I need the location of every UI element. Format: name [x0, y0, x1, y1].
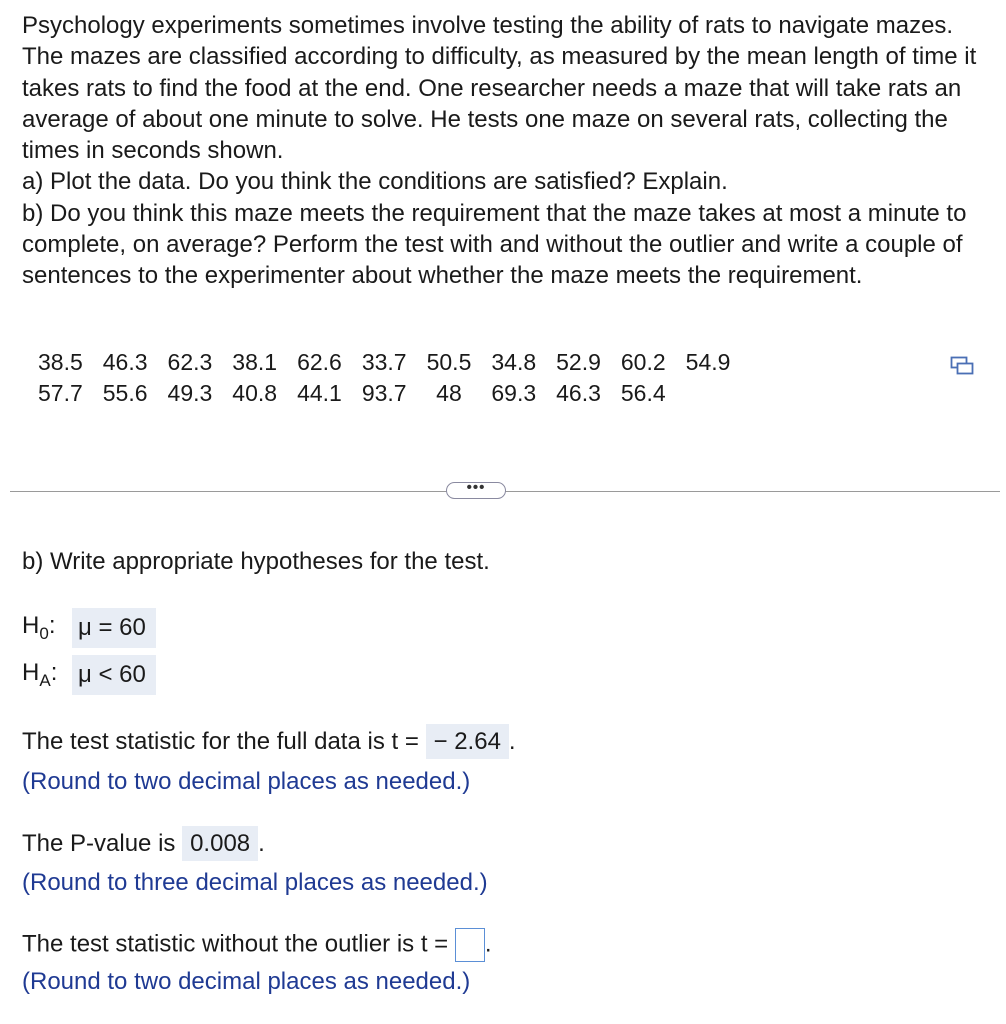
p-value-text: The P-value is [22, 830, 183, 857]
data-cell: 46.3 [102, 349, 148, 375]
data-row [28, 347, 740, 378]
p-value-row [22, 830, 265, 858]
hypotheses-prompt: b) Write appropriate hypotheses for the test. [22, 548, 490, 575]
test-statistic-no-outlier-input[interactable] [455, 928, 485, 962]
period: . [258, 830, 265, 857]
problem-statement [22, 10, 992, 292]
data-cell: 33.7 [361, 349, 407, 375]
data-cell: 56.4 [620, 380, 666, 406]
test-statistic-full-row [22, 728, 516, 756]
alternative-hypothesis-label: $H_A$: [22, 659, 58, 690]
data-cell: 93.7 [361, 380, 407, 406]
test-statistic-full-text: The test statistic for the full data is t = [22, 728, 426, 755]
period: . [484, 930, 492, 958]
show-more-button[interactable] [446, 478, 506, 499]
data-cell: 48 [436, 380, 462, 406]
period: . [508, 728, 516, 755]
data-table [28, 347, 740, 409]
alternative-hypothesis-answer[interactable]: μ < 60 [72, 655, 156, 695]
data-cell: 55.6 [102, 380, 148, 406]
data-row [28, 378, 740, 409]
data-cell: 52.9 [556, 349, 601, 375]
p-value-answer[interactable]: 0.008 [182, 826, 258, 861]
rounding-hint: (Round to two decimal places as needed.) [22, 968, 471, 995]
problem-paragraph: Psychology experiments sometimes involve testing the ability of rats to navigate mazes. The mazes are classified according to difficulty, as measured by the mean length of time it takes rats to find the food at the end. One researcher needs a maze that will take rats an average of about one minute to solve. He tests one maze on several rats, collecting the times in seconds shown. [22, 12, 977, 165]
null-hypothesis-label: $H_0$: [22, 612, 56, 643]
data-cell: 69.3 [491, 380, 537, 406]
data-cell [676, 378, 741, 409]
data-cell: 38.5 [38, 349, 83, 375]
data-cell: 49.3 [167, 380, 213, 406]
test-statistic-no-outlier-text: The test statistic without the outlier is t = [22, 930, 455, 958]
alternative-hypothesis-row [22, 655, 156, 695]
data-cell: 50.5 [426, 349, 472, 375]
data-cell: 60.2 [620, 349, 666, 375]
data-cell: 62.3 [167, 349, 213, 375]
data-cell: 40.8 [232, 380, 278, 406]
test-statistic-full-answer[interactable]: − 2.64 [426, 724, 509, 759]
data-cell: 57.7 [38, 380, 83, 406]
data-cell: 44.1 [297, 380, 342, 406]
copy-icon[interactable] [950, 356, 974, 376]
test-statistic-no-outlier-row [22, 928, 492, 962]
data-cell: 62.6 [297, 349, 342, 375]
ellipsis-icon: ••• [466, 478, 486, 496]
part-a-text: a) Plot the data. Do you think the conditions are satisfied? Explain. [22, 168, 728, 196]
rounding-hint: (Round to three decimal places as needed.) [22, 869, 488, 896]
null-hypothesis-row [22, 608, 156, 648]
data-cell: 54.9 [685, 349, 731, 375]
data-cell: 38.1 [232, 349, 278, 375]
part-b-text: b) Do you think this maze meets the requirement that the maze takes at most a minute to complete, on average? Perform the test with and without the outlier and write a couple of sentences to the experimenter about whether the maze meets the requirement. [22, 199, 967, 290]
rounding-hint: (Round to two decimal places as needed.) [22, 768, 471, 795]
data-cell: 46.3 [556, 380, 601, 406]
data-cell: 34.8 [491, 349, 537, 375]
null-hypothesis-answer[interactable]: μ = 60 [72, 608, 156, 648]
